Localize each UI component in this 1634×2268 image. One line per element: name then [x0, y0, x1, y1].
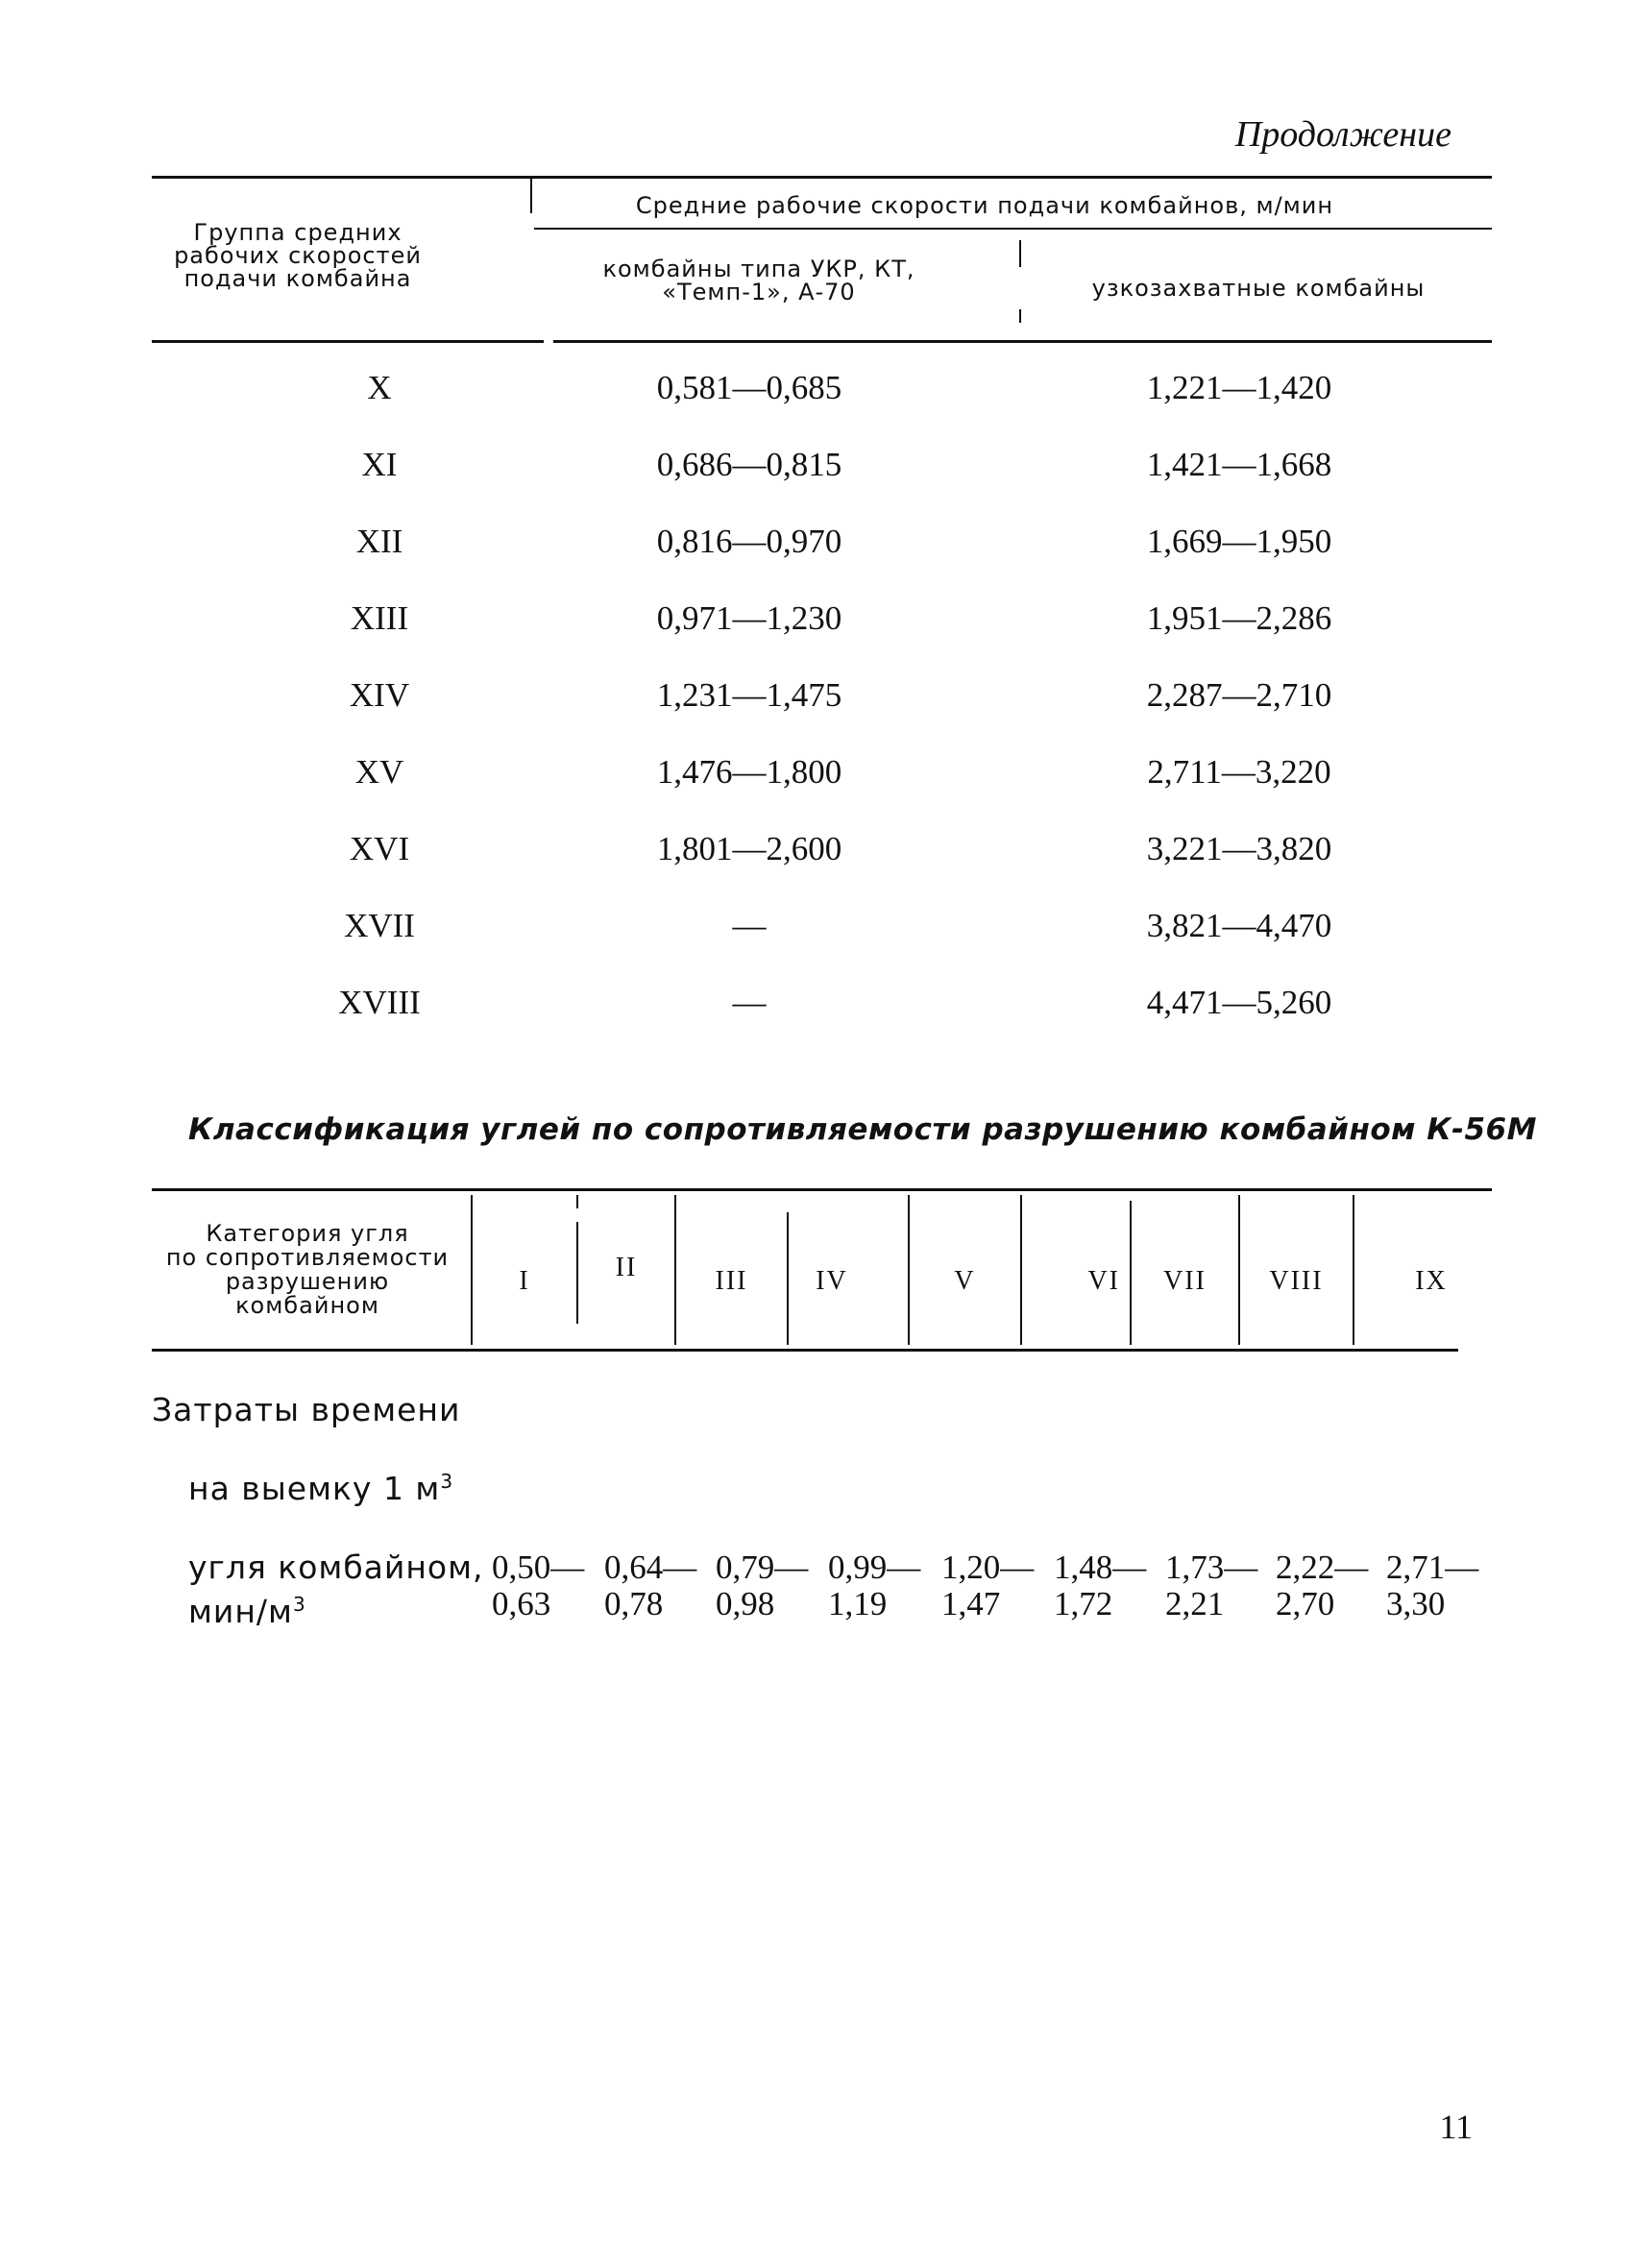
time-value-cell [604, 1549, 696, 1622]
time-value-bottom: 0,98 [716, 1585, 775, 1622]
narrow-speed-cell: 1,221—1,420 [1146, 369, 1332, 406]
time-value-top: 1,73— [1165, 1549, 1258, 1586]
category-cell: V [954, 1266, 976, 1296]
group-cell: XVI [349, 830, 410, 867]
category-label-line: разрушению [225, 1268, 390, 1295]
row-label-superscript: 3 [292, 1593, 306, 1616]
sub-header-line: «Темп-1», А-70 [662, 279, 856, 305]
category-cell: IV [816, 1266, 848, 1296]
category-cell: IX [1415, 1266, 1448, 1296]
narrow-speed-cell: 2,287—2,710 [1146, 676, 1332, 714]
time-value-bottom: 1,47 [941, 1585, 1001, 1622]
group-cell: XVII [344, 907, 415, 944]
table-row [0, 753, 1634, 830]
narrow-speed-cell: 4,471—5,260 [1146, 984, 1332, 1021]
time-costs-row-label [188, 1549, 484, 1630]
time-value-bottom: 0,63 [492, 1585, 551, 1622]
span-header-underline [534, 228, 1492, 230]
narrow-cut-column-header: узкозахватные комбайны [1091, 275, 1426, 302]
category-cell: VII [1163, 1266, 1207, 1296]
group-header-line: Группа средних [193, 219, 402, 246]
ukr-speed-cell: 1,801—2,600 [656, 830, 842, 867]
sub-header-line: комбайны типа УКР, КТ, [602, 256, 915, 282]
table-row [0, 599, 1634, 676]
header-bottom-rule-right [553, 340, 1492, 343]
narrow-speed-cell: 1,669—1,950 [1146, 523, 1332, 560]
time-value-top: 2,22— [1276, 1549, 1369, 1586]
row-label-unit: мин/м [188, 1593, 293, 1630]
time-costs-heading: Затраты времени [152, 1391, 461, 1428]
classification-title: Классификация углей по сопротивляемости разрушению комбайном К-56М [188, 1112, 1537, 1147]
time-value-cell [941, 1549, 1034, 1622]
table-row [0, 676, 1634, 753]
group-cell: XIV [349, 676, 410, 714]
narrow-speed-cell: 3,821—4,470 [1146, 907, 1332, 944]
category-cell: III [715, 1266, 748, 1296]
category-cell: VIII [1269, 1266, 1324, 1296]
ukr-speed-cell: — [732, 984, 767, 1021]
time-value-bottom: 1,72 [1054, 1585, 1113, 1622]
time-value-cell [492, 1549, 584, 1622]
continuation-label: Продолжение [1234, 114, 1451, 155]
table-row [0, 369, 1634, 446]
table-row [0, 984, 1634, 1061]
table-top-rule [152, 176, 1492, 179]
header-divider-tick [530, 179, 532, 213]
ukr-speed-cell: — [732, 907, 767, 944]
table-row [0, 446, 1634, 523]
time-value-cell [1054, 1549, 1146, 1622]
row-label-line1: угля комбайном, [188, 1549, 484, 1586]
table-row [0, 830, 1634, 907]
time-costs-subheading [188, 1470, 453, 1507]
time-value-top: 2,71— [1386, 1549, 1479, 1586]
category-cell: I [519, 1266, 530, 1296]
narrow-speed-cell: 2,711—3,220 [1147, 753, 1331, 791]
page-number: 11 [1439, 2108, 1473, 2146]
time-value-cell [1165, 1549, 1257, 1622]
time-value-cell [716, 1549, 808, 1622]
ukr-speed-cell: 0,971—1,230 [656, 599, 842, 637]
ukr-speed-cell: 1,476—1,800 [656, 753, 842, 791]
subheading-superscript: 3 [440, 1470, 454, 1493]
group-cell: X [367, 369, 392, 406]
subheading-text: на выемку 1 м [188, 1470, 441, 1507]
time-value-top: 1,48— [1054, 1549, 1147, 1586]
group-cell: XV [354, 753, 404, 791]
time-value-bottom: 3,30 [1386, 1585, 1446, 1622]
class-table-bottom-rule [152, 1349, 1458, 1352]
ukr-speed-cell: 0,686—0,815 [656, 446, 842, 483]
time-value-bottom: 2,21 [1165, 1585, 1225, 1622]
time-value-bottom: 0,78 [604, 1585, 664, 1622]
ukr-speed-cell: 0,816—0,970 [656, 523, 842, 560]
speeds-span-header: Средние рабочие скорости подачи комбайнов, м/мин [635, 192, 1334, 219]
category-label-line: комбайном [235, 1292, 379, 1319]
table-row [0, 523, 1634, 599]
group-header-line: рабочих скоростей [174, 242, 422, 269]
category-label [154, 1222, 461, 1318]
category-label-line: по сопротивляемости [165, 1244, 450, 1271]
time-value-top: 0,50— [492, 1549, 585, 1586]
sub-header-divider-top [1019, 240, 1021, 267]
sub-header-divider-bottom [1019, 309, 1021, 323]
ukr-speed-cell: 0,581—0,685 [656, 369, 842, 406]
time-value-cell [828, 1549, 920, 1622]
time-value-top: 1,20— [941, 1549, 1035, 1586]
group-cell: XI [361, 446, 398, 483]
column-separator [576, 1195, 578, 1208]
ukr-speed-cell: 1,231—1,475 [656, 676, 842, 714]
ukr-kt-column-header [543, 257, 975, 304]
category-cell: VI [1087, 1266, 1120, 1296]
time-value-top: 0,64— [604, 1549, 697, 1586]
group-cell: XII [355, 523, 403, 560]
narrow-speed-cell: 1,421—1,668 [1146, 446, 1332, 483]
category-label-line: Категория угля [206, 1220, 409, 1247]
time-value-bottom: 2,70 [1276, 1585, 1335, 1622]
group-cell: XVIII [338, 984, 421, 1021]
time-value-top: 0,79— [716, 1549, 809, 1586]
group-cell: XIII [350, 599, 409, 637]
time-value-top: 0,99— [828, 1549, 921, 1586]
time-value-cell [1386, 1549, 1478, 1622]
row-label-line2 [188, 1586, 484, 1630]
group-column-header [154, 221, 442, 290]
category-cell: II [615, 1253, 638, 1282]
time-value-cell [1276, 1549, 1368, 1622]
group-header-line: подачи комбайна [183, 265, 412, 292]
class-table-top-rule [152, 1188, 1492, 1191]
header-bottom-rule-left [152, 340, 544, 343]
time-value-bottom: 1,19 [828, 1585, 888, 1622]
narrow-speed-cell: 1,951—2,286 [1146, 599, 1332, 637]
narrow-speed-cell: 3,221—3,820 [1146, 830, 1332, 867]
table-row [0, 907, 1634, 984]
